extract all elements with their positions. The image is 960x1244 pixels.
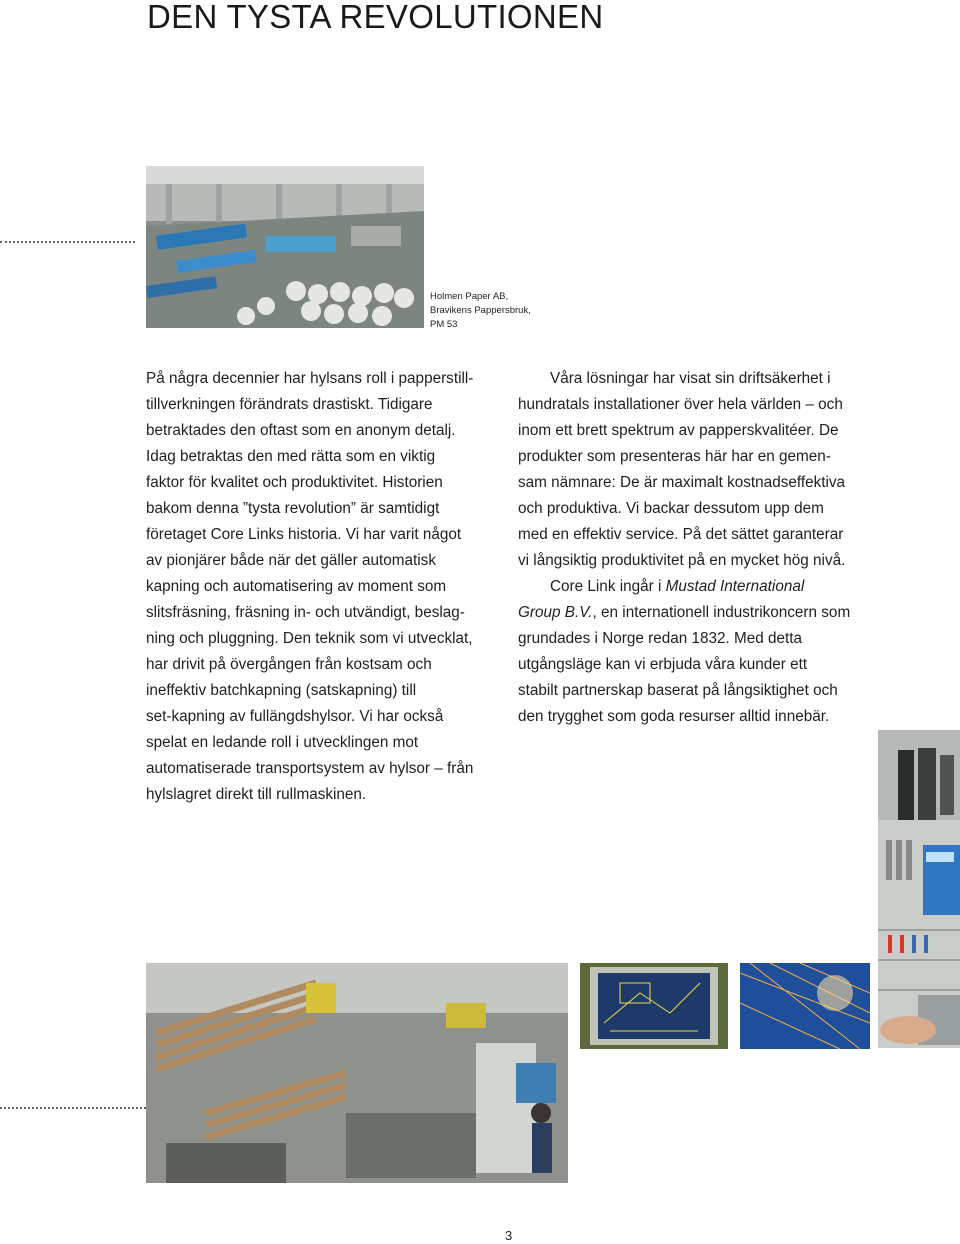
- text-line: På några decennier har hylsans roll i papperstill-: [146, 370, 474, 387]
- text-line: produkter som presenteras här har en gemen-: [518, 448, 831, 465]
- text-line: automatiserade transportsystem av hylsor – från: [146, 760, 474, 777]
- text-line: hundratals installationer över hela världen – och: [518, 396, 843, 413]
- text-line: inom ett brett spektrum av papperskvalitéer. De: [518, 422, 839, 439]
- text-line: utgångsläge kan vi erbjuda våra kunder ett: [518, 656, 808, 673]
- core-cutting-line-photo: [146, 963, 568, 1183]
- text-line: företaget Core Links historia. Vi har varit något: [146, 526, 462, 543]
- text-line: [518, 574, 850, 600]
- text-line: hylslagret direkt till rullmaskinen.: [146, 786, 367, 803]
- cad-screen-photo: [580, 963, 728, 1049]
- text-line: set-kapning av fullängdshylsor. Vi har också: [146, 708, 444, 725]
- text-line: bakom denna ”tysta revolution” är samtidigt: [146, 500, 440, 517]
- text-line: sam nämnare: De är maximalt kostnadseffektiva: [518, 474, 846, 491]
- text-line: vi långsiktig produktivitet på en mycket hög nivå.: [518, 552, 846, 569]
- company-name: Group B.V.: [518, 604, 593, 621]
- text-line: av pionjärer både när det gäller automatisk: [146, 552, 436, 569]
- abstract-light-photo: [740, 963, 870, 1049]
- paper-mill-photo: [146, 166, 424, 328]
- text-line: spelat en ledande roll i utvecklingen mot: [146, 734, 419, 751]
- text-line: slitsfräsning, fräsning in- och utvändigt, beslag-: [146, 604, 465, 621]
- text-line: har drivit på övergången från kostsam och: [146, 656, 432, 673]
- text-line: och produktiva. Vi backar dessutom upp dem: [518, 500, 824, 517]
- text-line: ineffektiv batchkapning (satskapning) till: [146, 682, 417, 699]
- control-cabinet-photo: [878, 730, 960, 1048]
- caption-line: Bravikens Pappersbruk,: [430, 305, 531, 316]
- caption-line: Holmen Paper AB,: [430, 291, 509, 302]
- dotted-rule-top: [0, 241, 135, 243]
- text-line: Idag betraktas den med rätta som en viktig: [146, 448, 436, 465]
- text-run: Core Link ingår i: [550, 578, 666, 595]
- page-title: DEN TYSTA REVOLUTIONEN: [147, 0, 604, 35]
- text-line: faktor för kvalitet och produktivitet. Historien: [146, 474, 443, 491]
- text-line: tillverkningen förändrats drastiskt. Tidigare: [146, 396, 433, 413]
- text-line: Våra lösningar har visat sin driftsäkerhet i: [550, 370, 831, 387]
- text-run: , en internationell industrikoncern som: [592, 604, 851, 621]
- text-line: ning och pluggning. Den teknik som vi utvecklat,: [146, 630, 473, 647]
- text-line: med en effektiv service. På det sättet garanterar: [518, 526, 844, 543]
- text-line: grundades i Norge redan 1832. Med detta: [518, 630, 803, 647]
- text-line: stabilt partnerskap baserat på långsiktighet och: [518, 682, 838, 699]
- text-line: den trygghet som goda resurser alltid innebär.: [518, 708, 830, 725]
- photo-caption: [430, 290, 531, 332]
- company-name: Mustad International: [665, 578, 805, 595]
- caption-line: PM 53: [430, 319, 458, 330]
- text-line: kapning och automatisering av moment som: [146, 578, 447, 595]
- dotted-rule-bottom: [0, 1107, 150, 1109]
- page-number: 3: [505, 1228, 513, 1243]
- text-line: betraktades den oftast som en anonym detalj.: [146, 422, 456, 439]
- left-column-text: [146, 366, 473, 808]
- right-column-text: [518, 366, 850, 730]
- text-line: [518, 600, 850, 626]
